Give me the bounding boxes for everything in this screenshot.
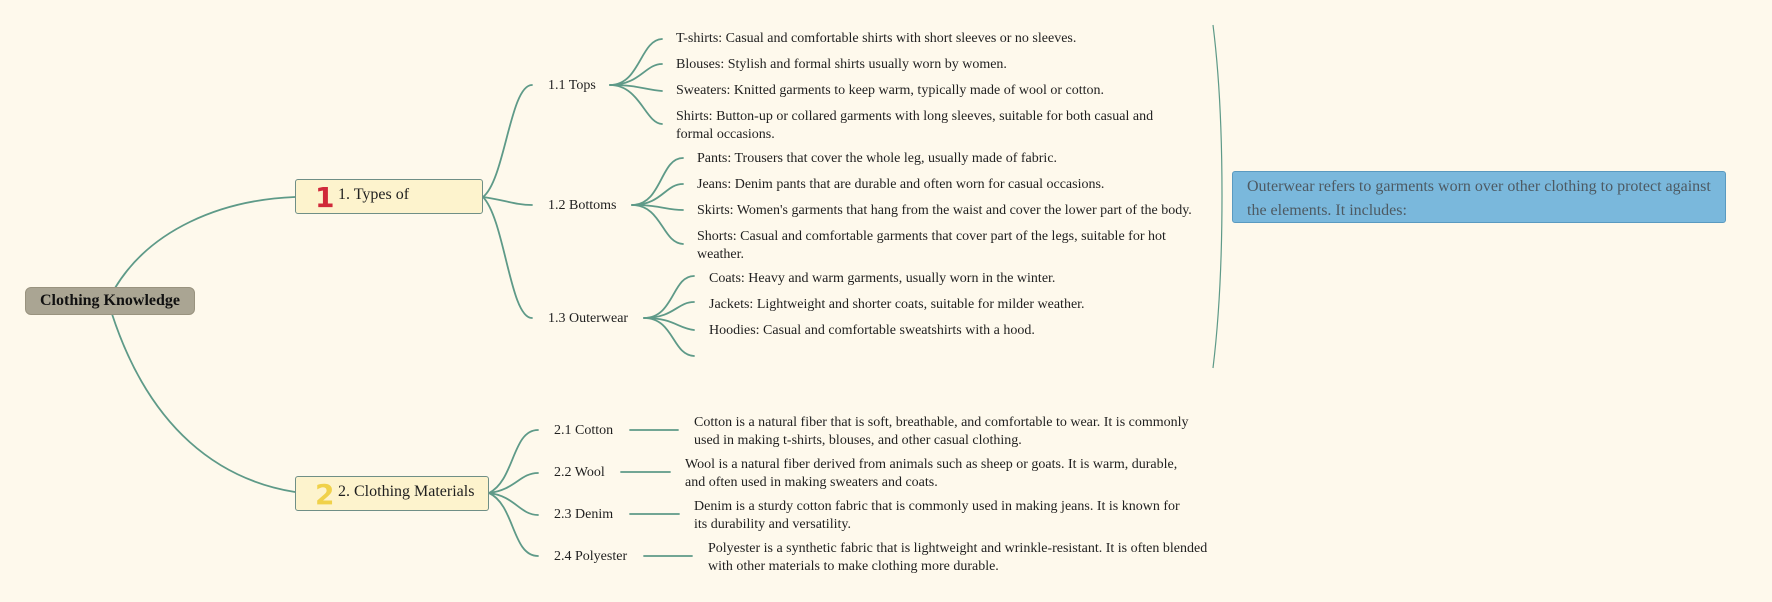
leaf-coats[interactable]: Coats: Heavy and warm garments, usually worn in the winter. (709, 271, 1056, 286)
outerwear-callout[interactable] (1232, 171, 1726, 223)
subtopic-polyester[interactable]: 2.4 Polyester (554, 549, 628, 564)
number-one-icon: 1 (315, 181, 335, 214)
leaf-jeans[interactable]: Jeans: Denim pants that are durable and often worn for casual occasions. (697, 177, 1105, 192)
main-topic-label: 2. Clothing Materials (338, 483, 475, 500)
main-topic-types[interactable] (295, 179, 483, 214)
root-topic[interactable] (25, 287, 195, 315)
desc-polyester[interactable]: Polyester is a synthetic fabric that is lightweight and wrinkle-resistant. It is often blended with other materials to make clothing more durable. (708, 541, 1208, 574)
subtopic-outerwear[interactable]: 1.3 Outerwear (548, 311, 629, 326)
desc-cotton[interactable]: Cotton is a natural fiber that is soft, breathable, and comfortable to wear. It is commonly used in making t-shirts, blouses, and other casual clothing. (694, 415, 1189, 448)
subtopic-tops[interactable]: 1.1 Tops (548, 78, 596, 93)
desc-wool[interactable]: Wool is a natural fiber derived from animals such as sheep or goats. It is warm, durable, and often used in making sweaters and coats. (685, 457, 1178, 490)
leaf-tshirts[interactable]: T-shirts: Casual and comfortable shirts with short sleeves or no sleeves. (676, 31, 1077, 46)
leaf-blouses[interactable]: Blouses: Stylish and formal shirts usually worn by women. (676, 57, 1007, 72)
leaf-shirts[interactable]: Shirts: Button-up or collared garments with long sleeves, suitable for both casual and formal occasions. (676, 109, 1154, 142)
leaf-skirts[interactable]: Skirts: Women's garments that hang from the waist and cover the lower part of the body. (697, 203, 1192, 218)
callout-text: Outerwear refers to garments worn over other clothing to protect against the elements. It includes: (1247, 178, 1711, 219)
main-topic-materials[interactable] (295, 476, 489, 511)
leaf-jackets[interactable]: Jackets: Lightweight and shorter coats, suitable for milder weather. (709, 297, 1085, 312)
desc-denim[interactable]: Denim is a sturdy cotton fabric that is commonly used in making jeans. It is known for its durability and versatility. (694, 499, 1180, 532)
number-two-icon: 2 (315, 478, 335, 511)
subtopic-bottoms[interactable]: 1.2 Bottoms (548, 198, 617, 213)
leaf-shorts[interactable]: Shorts: Casual and comfortable garments that cover part of the legs, suitable for hot weather. (697, 229, 1166, 262)
main-topic-label: 1. Types of (338, 186, 410, 203)
subtopic-wool[interactable]: 2.2 Wool (554, 465, 605, 480)
leaf-sweaters[interactable]: Sweaters: Knitted garments to keep warm, typically made of wool or cotton. (676, 83, 1105, 98)
leaf-hoodies[interactable]: Hoodies: Casual and comfortable sweatshirts with a hood. (709, 323, 1035, 338)
leaf-pants[interactable]: Pants: Trousers that cover the whole leg, usually made of fabric. (697, 151, 1058, 166)
subtopic-denim[interactable]: 2.3 Denim (554, 507, 614, 522)
root-topic-label: Clothing Knowledge (39, 292, 180, 309)
subtopic-cotton[interactable]: 2.1 Cotton (554, 423, 614, 438)
